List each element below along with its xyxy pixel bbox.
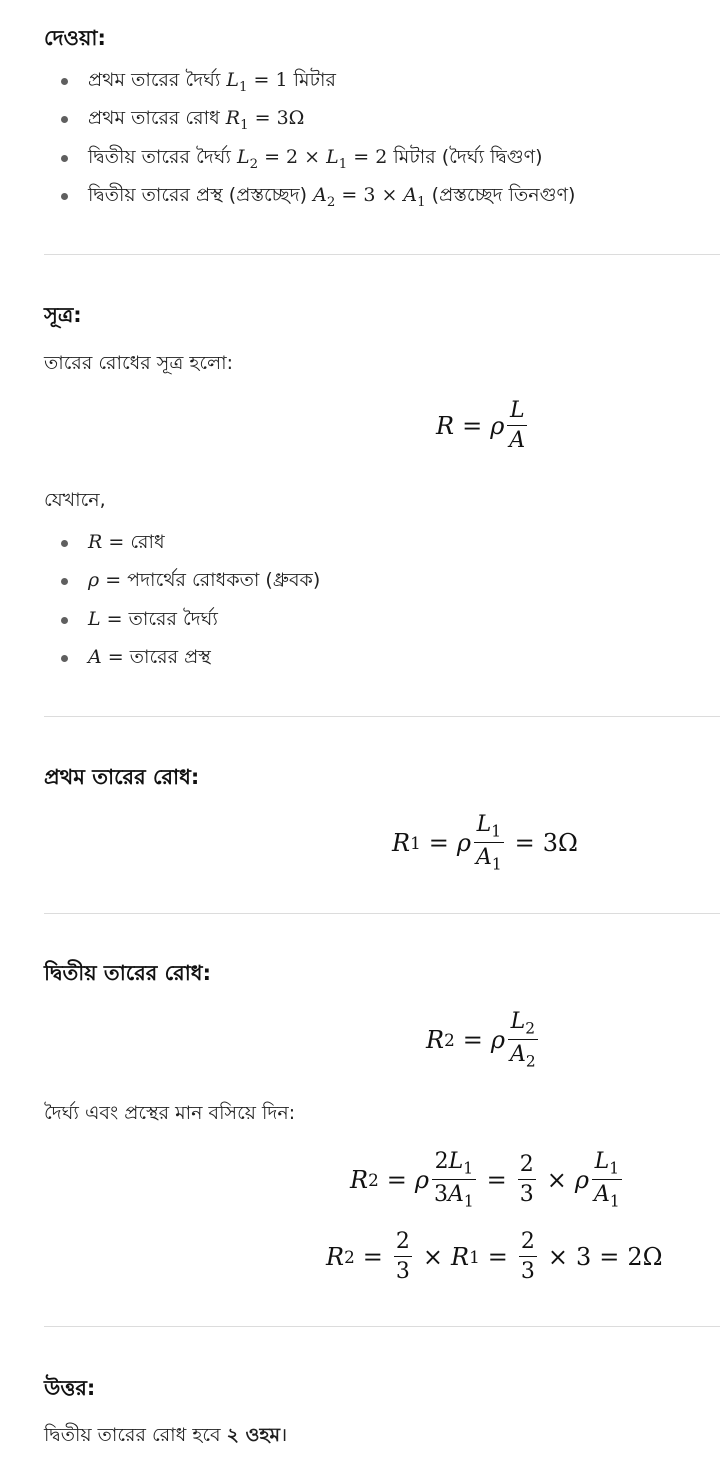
given-item-2: প্রথম তারের রোধ $R_1 = 3\Omega$ xyxy=(88,107,305,133)
symbol-item-a: A = তারের প্রস্থ xyxy=(88,646,211,668)
symbol-item-l: L = তারের দৈর্ঘ্য xyxy=(88,608,218,630)
bullet xyxy=(61,155,68,162)
bullet xyxy=(61,655,68,662)
answer-heading: উত্তর: xyxy=(44,1376,96,1400)
where-text: যেখানে, xyxy=(44,489,106,511)
second-equation-3: R 2 = $\frac{2}{3}$ × R 1 = $\frac{2}{3}$ × 3 = 2Ω xyxy=(326,1229,663,1284)
bullet xyxy=(61,617,68,624)
given-item-4: দ্বিতীয় তারের প্রস্থ (প্রস্তচ্ছেদ) $A_2 = 3 \times A_1$ (প্রস্তচ্ছেদ তিনগুণ) xyxy=(88,184,576,210)
bullet xyxy=(61,193,68,200)
symbol-item-rho: ρ = পদার্থের রোধকতা (ধ্রুবক) xyxy=(88,569,321,591)
substitute-text: দৈর্ঘ্য এবং প্রস্থের মান বসিয়ে দিন: xyxy=(44,1102,296,1124)
given-heading: দেওয়া: xyxy=(44,26,106,50)
given-item-1: প্রথম তারের দৈর্ঘ্য $L_1 = 1$ মিটার xyxy=(88,69,336,95)
divider xyxy=(44,254,720,255)
first-equation: R 1 = ρ $\frac{L_1}{A_1}$ = 3Ω xyxy=(392,812,578,874)
bullet xyxy=(61,540,68,547)
second-equation: R 2 = ρ $\frac{L_2}{A_2}$ xyxy=(426,1009,536,1071)
divider xyxy=(44,913,720,914)
divider xyxy=(44,716,720,717)
answer-value: ২ ওহম xyxy=(226,1424,281,1446)
divider xyxy=(44,1326,720,1327)
second-heading: দ্বিতীয় তারের রোধ: xyxy=(44,961,211,985)
formula-intro: তারের রোধের সূত্র হলো: xyxy=(44,352,234,374)
bullet xyxy=(61,116,68,123)
second-equation-2: R 2 = ρ $\frac{2L_1}{3A_1}$ = $\frac{2}{3}$ × ρ $\frac{L_1}{A_1}$ xyxy=(350,1149,620,1211)
bullet xyxy=(61,78,68,85)
formula-equation: R = ρ $\frac{L}{A}$ xyxy=(436,398,526,453)
answer-text: দ্বিতীয় তারের রোধ হবে ২ ওহম। xyxy=(44,1424,288,1446)
first-heading: প্রথম তারের রোধ: xyxy=(44,765,200,789)
symbol-item-r: R = রোধ xyxy=(88,531,165,553)
formula-heading: সূত্র: xyxy=(44,303,82,327)
bullet xyxy=(61,578,68,585)
given-item-3: দ্বিতীয় তারের দৈর্ঘ্য $L_2 = 2 \times L_1 = 2$ মিটার (দৈর্ঘ্য দ্বিগুণ) xyxy=(88,146,543,172)
